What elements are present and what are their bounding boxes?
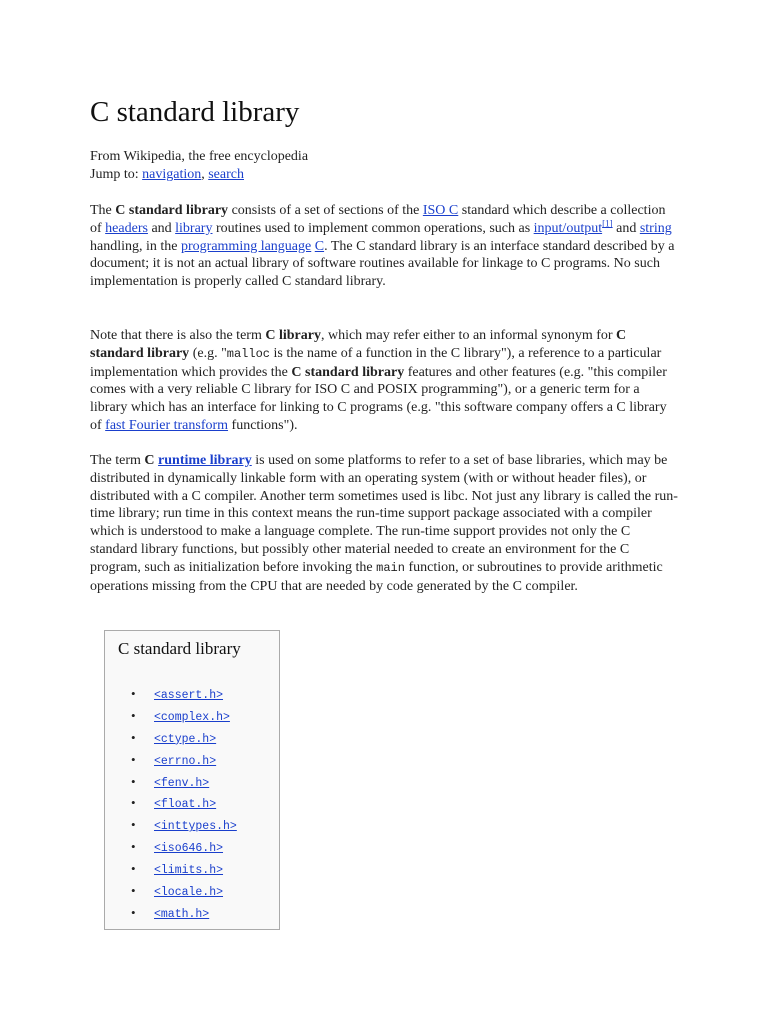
bullet-icon: • — [131, 817, 136, 833]
string-link[interactable]: string — [639, 220, 672, 236]
text: The — [90, 203, 116, 218]
list-item — [105, 749, 279, 771]
bold-term: C library — [265, 328, 321, 343]
jump-to-line — [90, 166, 308, 184]
bullet-icon: • — [131, 729, 136, 745]
text: handling, in the — [90, 238, 181, 254]
navbox-title: C standard library — [118, 639, 241, 658]
header-link[interactable]: <complex.h> — [154, 710, 230, 724]
article-meta — [90, 148, 308, 184]
header-link[interactable]: <limits.h> — [154, 864, 224, 878]
reference-link[interactable]: [1] — [602, 218, 613, 229]
text: and — [147, 220, 176, 236]
list-item — [105, 727, 279, 749]
text: functions"). — [228, 417, 298, 433]
text: is the name of a function in the C library"), a reference to a particular implementation which provides the — [90, 345, 662, 380]
page-title: C standard library — [90, 96, 300, 128]
bullet-icon: • — [131, 795, 136, 811]
header-link[interactable]: <ctype.h> — [154, 732, 217, 746]
headers-link[interactable]: headers — [105, 220, 148, 236]
bold-term: C standard library — [115, 203, 229, 218]
bold-term: C standard library — [90, 328, 627, 361]
header-link[interactable]: <math.h> — [154, 907, 210, 921]
text: Note that there is also the term — [90, 328, 266, 343]
bullet-icon: • — [131, 883, 136, 899]
text: standard which describe a collection of — [90, 203, 666, 236]
fft-link[interactable]: fast Fourier transform — [105, 417, 229, 433]
navbox-c-standard-library — [104, 630, 280, 930]
list-item — [105, 836, 279, 858]
list-item — [105, 771, 279, 793]
search-link[interactable]: search — [208, 167, 244, 182]
input-output-link[interactable]: input/output — [533, 220, 603, 236]
navigation-link[interactable]: navigation — [142, 167, 202, 182]
runtime-library-link[interactable]: runtime library — [158, 453, 252, 468]
list-item — [105, 683, 279, 705]
from-line: From Wikipedia, the free encyclopedia — [90, 149, 309, 164]
bullet-icon: • — [131, 904, 136, 920]
bullet-icon: • — [131, 707, 136, 723]
iso-c-link[interactable]: ISO C — [422, 203, 459, 218]
text: C — [144, 453, 159, 468]
bullet-icon: • — [131, 773, 136, 789]
library-link[interactable]: library — [175, 220, 213, 236]
bullet-icon: • — [131, 686, 136, 701]
header-link[interactable]: <inttypes.h> — [154, 820, 237, 834]
header-link[interactable]: <fenv.h> — [154, 776, 210, 790]
header-link[interactable]: <assert.h> — [154, 689, 224, 702]
bullet-icon: • — [131, 861, 136, 877]
text: (e.g. " — [189, 345, 227, 361]
jump-to-label: Jump to: — [90, 167, 143, 182]
bold-term — [144, 453, 251, 468]
text: The term — [90, 453, 145, 468]
text: consists of a set of sections of the — [228, 203, 423, 218]
header-link[interactable]: <errno.h> — [154, 754, 217, 768]
bold-term: C standard library — [291, 364, 405, 380]
text: routines used to implement common operations, such as — [212, 220, 534, 236]
list-item — [105, 814, 279, 836]
text: is used on some platforms to refer to a set of base libraries, which may be distributed in dynamically linkable form with an operating system (with or without header files), or distributed with a C compiler. Another term sometimes used is libc. Not just any library is called the run-time library; run time in this context means the run-time support package associated with a compiler which is understood to make a language complete. The run-time support provides not only the C standard library functions, but possibly other material needed to create an environment for the C program, such as initialization before invoking the — [90, 453, 678, 575]
list-item — [105, 858, 279, 880]
text: and — [612, 220, 640, 236]
c-library-paragraph — [90, 327, 680, 435]
c-language-link[interactable]: C — [314, 238, 325, 254]
list-item — [105, 792, 279, 814]
list-item — [105, 902, 279, 924]
runtime-paragraph — [90, 452, 680, 595]
header-link[interactable]: <float.h> — [154, 798, 217, 812]
inline-code: main — [376, 560, 405, 575]
header-list — [105, 683, 279, 924]
text: features and other features (e.g. "this compiler comes with a very reliable C library for ISO C and POSIX programming"), or a generic term for a library which has an interface for linking to C programs (e.g. "this software company offers a C library of — [90, 364, 667, 433]
bullet-icon: • — [131, 751, 136, 767]
header-link[interactable]: <iso646.h> — [154, 842, 224, 856]
text: function, or subroutines to provide arithmetic operations missing from the CPU that are needed by code generated by the C compiler. — [90, 559, 663, 594]
jump-separator: , — [201, 167, 209, 182]
bullet-icon: • — [131, 839, 136, 855]
text: , which may refer either to an informal synonym for — [320, 328, 617, 343]
inline-code: malloc — [226, 346, 270, 361]
text: . The C standard library is an interface standard described by a document; it is not an actual library of software routines available for linkage to C programs. No such implementation is properly called C standard library. — [90, 238, 675, 290]
list-item — [105, 705, 279, 727]
header-link[interactable]: <locale.h> — [154, 886, 224, 900]
programming-language-link[interactable]: programming language — [181, 238, 312, 254]
list-item — [105, 880, 279, 902]
intro-paragraph — [90, 202, 680, 291]
